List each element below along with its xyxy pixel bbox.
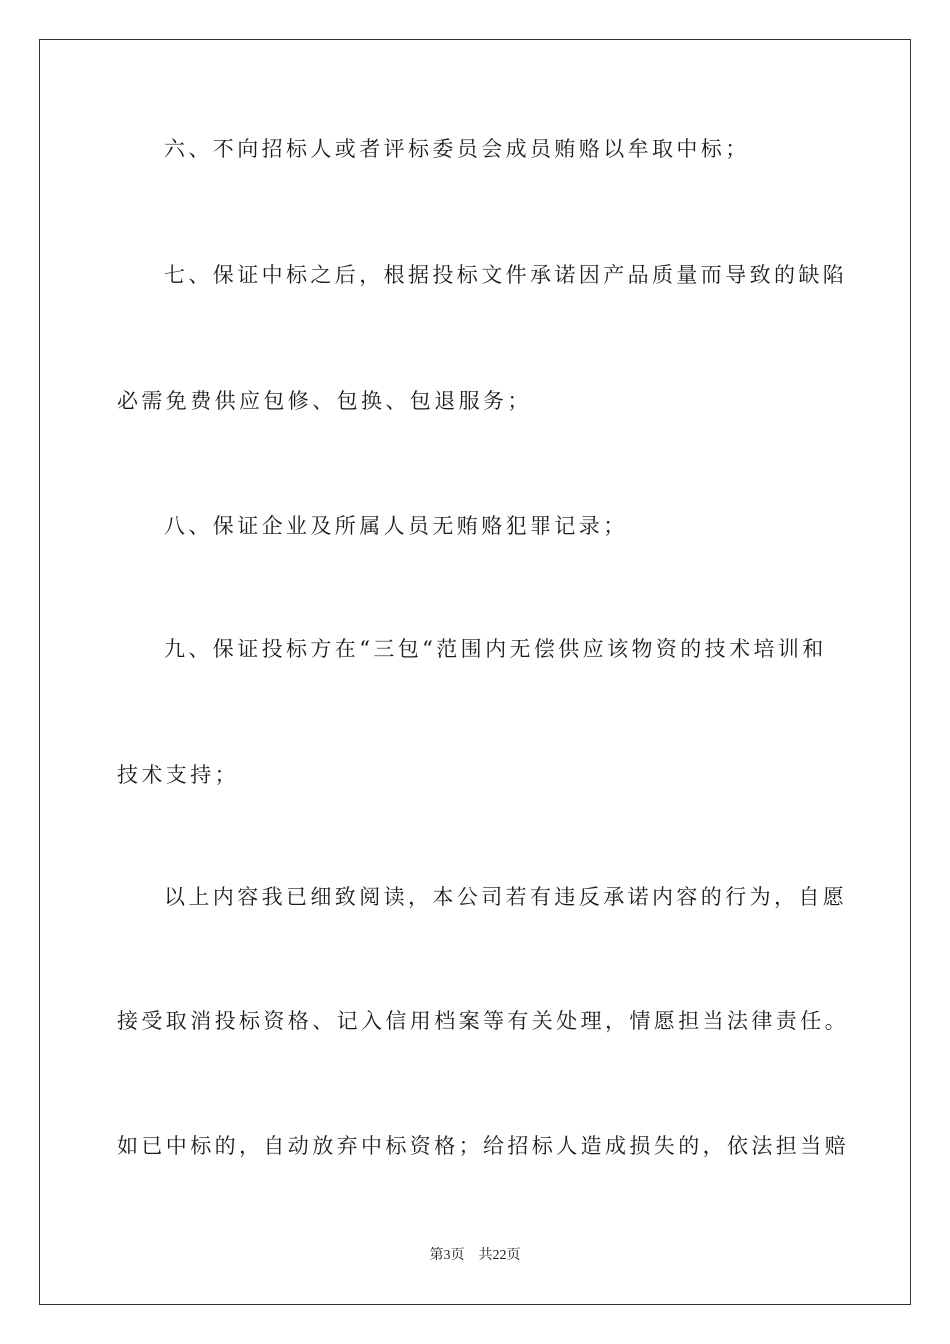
paragraph-line: 如已中标的，自动放弃中标资格；给招标人造成损失的，依法担当赔	[117, 1134, 849, 1158]
page-border	[39, 39, 911, 1305]
paragraph-line: 七、保证中标之后，根据投标文件承诺因产品质量而导致的缺陷	[164, 263, 848, 287]
paragraph-line: 以上内容我已细致阅读，本公司若有违反承诺内容的行为，自愿	[164, 885, 848, 909]
page-number: 第3页	[429, 1248, 465, 1263]
paragraph-line: 九、保证投标方在“三包“范围内无偿供应该物资的技术培训和	[164, 637, 827, 661]
page-footer	[0, 1247, 950, 1265]
paragraph-line: 接受取消投标资格、记入信用档案等有关处理，情愿担当法律责任。	[117, 1009, 849, 1033]
paragraph-line: 八、保证企业及所属人员无贿赂犯罪记录；	[164, 514, 628, 538]
page-total: 共22页	[478, 1248, 521, 1263]
paragraph-line: 六、不向招标人或者评标委员会成员贿赂以牟取中标；	[164, 137, 750, 161]
paragraph-line: 必需免费供应包修、包换、包退服务；	[117, 389, 532, 413]
paragraph-line: 技术支持；	[117, 763, 239, 787]
